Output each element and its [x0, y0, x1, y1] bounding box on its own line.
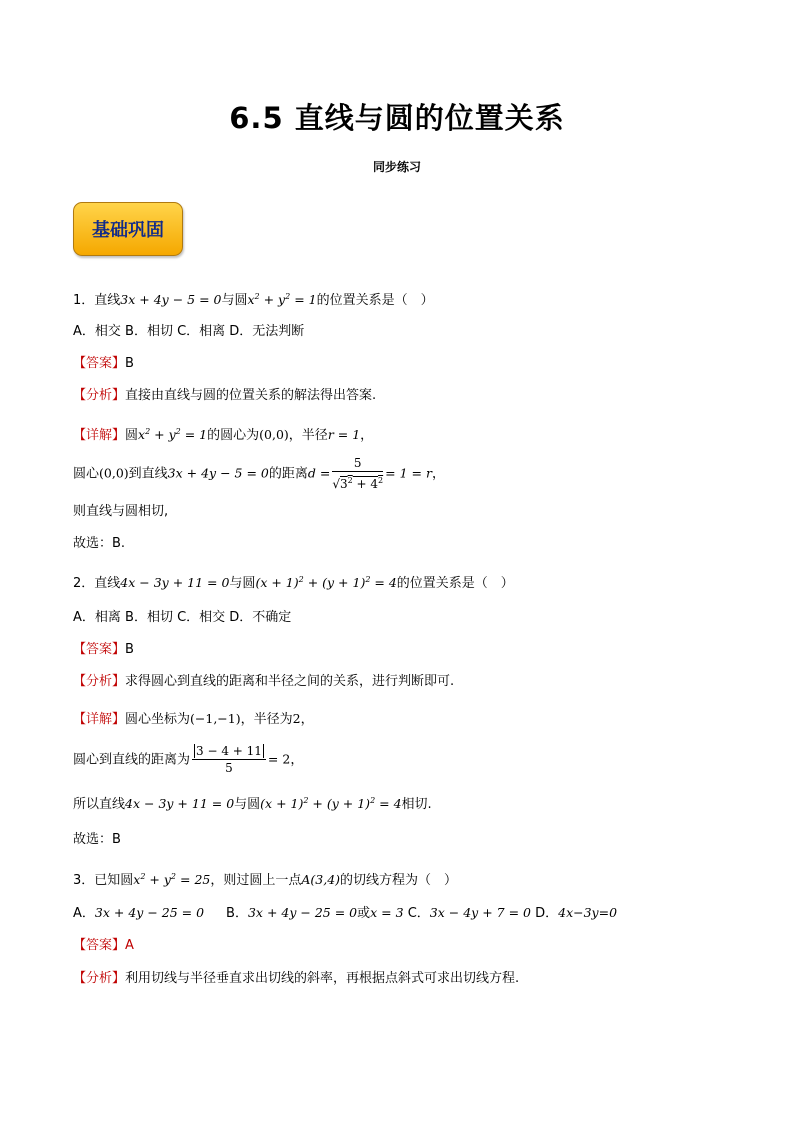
question-1-detail-line-3: 则直线与圆相切,	[73, 504, 169, 519]
page-title: 6.5 直线与圆的位置关系	[229, 101, 565, 135]
question-1-detail-line-2: 圆心(0,0)到直线3x + 4y − 5 = 0的距离d = $\frac{5}{√3^2 + 4^2}$ = 1 = r，	[73, 456, 445, 491]
question-3-analysis: 【分析】利用切线与半径垂直求出切线的斜率，再根据点斜式可求出切线方程.	[73, 971, 520, 986]
question-2-detail-line-1: 【详解】圆心坐标为(−1,−1)，半径为2，	[73, 711, 314, 727]
question-2-stem: 2．直线4x − 3y + 11 = 0与圆$(x + 1)^2 + (y + 1)^2 = 4$的位置关系是（ ）	[73, 575, 514, 592]
question-1-options: A．相交 B．相切 C．相离 D．无法判断	[73, 324, 305, 339]
question-2-options: A．相离 B．相切 C．相交 D．不确定	[73, 610, 292, 625]
section-badge	[73, 202, 183, 256]
question-3-answer: 【答案】A	[73, 938, 134, 953]
page-subtitle: 同步练习	[372, 160, 421, 174]
question-3-stem: 3．已知圆$x^2 + y^2 = 25$，则过圆上一点A(3,4)的切线方程为（ ）	[73, 872, 458, 889]
question-1-stem: 1．直线3x + 4y − 5 = 0与圆$x^2 + y^2 = 1$的位置关系是（ ）	[73, 292, 434, 309]
question-3-options: A．3x + 4y − 25 = 0 B．3x + 4y − 25 = 0或x = 3 C．3x − 4y + 7 = 0 D．4x−3y=0	[73, 905, 618, 921]
question-2-choose: 故选：B	[73, 832, 121, 847]
question-1-analysis: 【分析】直接由直线与圆的位置关系的解法得出答案.	[73, 388, 377, 403]
section-badge-label: 基础巩固	[92, 220, 164, 241]
question-2-detail-line-3: 所以直线4x − 3y + 11 = 0与圆$(x + 1)^2 + (y + 1)^2 = 4$相切.	[73, 796, 432, 813]
question-1-choose: 故选：B.	[73, 536, 126, 551]
distance-fraction: $\frac{5}{√3^2 + 4^2}$	[332, 456, 384, 491]
question-1-answer: 【答案】B	[73, 356, 134, 371]
question-1-detail-line-1: 【详解】圆$x^2 + y^2 = 1$的圆心为(0,0)，半径r = 1，	[73, 427, 374, 444]
question-2-detail-line-2: 圆心到直线的距离为 $\frac{3 - 4 + 11}{5}$ = 2，	[73, 744, 304, 775]
question-2-answer: 【答案】B	[73, 642, 134, 657]
question-2-analysis: 【分析】求得圆心到直线的距离和半径之间的关系，进行判断即可.	[73, 674, 455, 689]
distance-fraction: $\frac{3 - 4 + 11}{5}$	[192, 743, 266, 777]
